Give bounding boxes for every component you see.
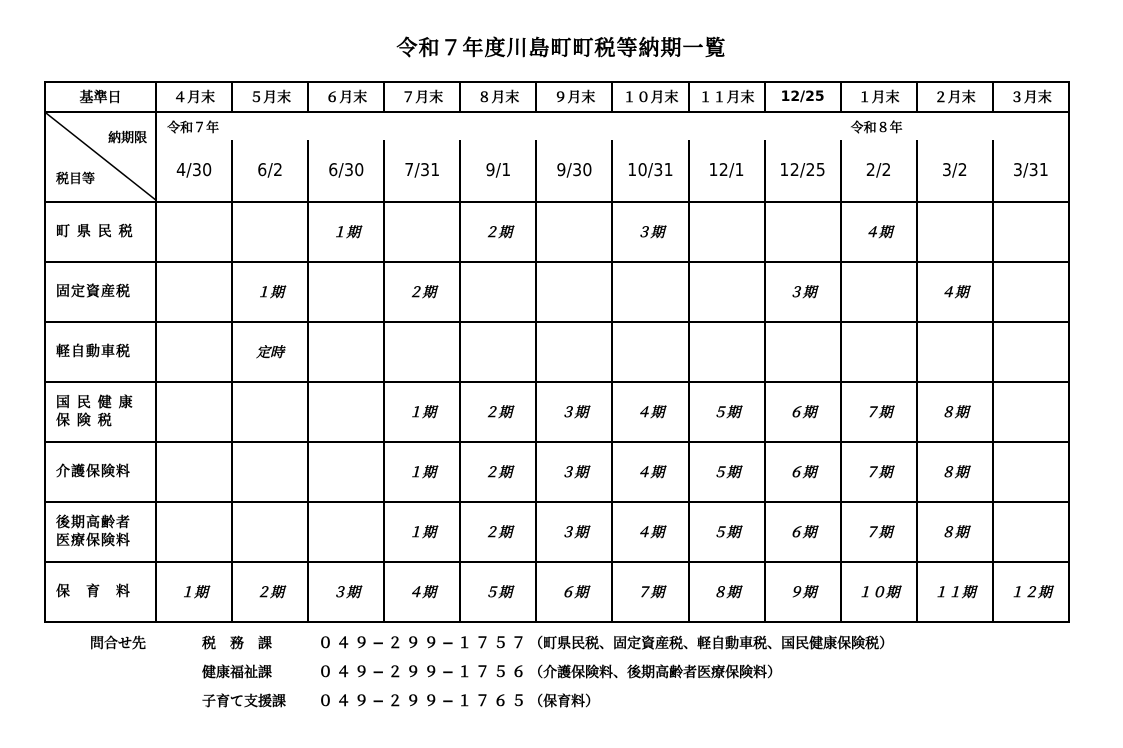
tax-type-name: 町 県 民 税: [45, 202, 156, 262]
installment-cell: ２期: [384, 262, 460, 322]
month-header: ５月末: [232, 82, 308, 112]
due-date-label: 納期限: [108, 131, 148, 146]
installment-cell: [156, 442, 232, 502]
due-date-cell: 12/1: [689, 140, 765, 202]
due-date-cell: 9/30: [536, 140, 612, 202]
contact-row: [90, 686, 893, 715]
month-header: ３月末: [993, 82, 1069, 112]
due-date-cell: 2/2: [841, 140, 917, 202]
due-date-row: [45, 140, 1069, 202]
installment-cell: [232, 382, 308, 442]
tax-type-name: 固定資産税: [45, 262, 156, 322]
contact-tel: ０４９−２９９−１７５７: [318, 634, 530, 652]
installment-cell: ７期: [841, 442, 917, 502]
installment-cell: [156, 262, 232, 322]
installment-cell: ２期: [232, 562, 308, 622]
installment-cell: ７期: [612, 562, 688, 622]
installment-cell: ２期: [460, 442, 536, 502]
installment-cell: ２期: [460, 502, 536, 562]
installment-cell: [156, 322, 232, 382]
installment-cell: ４期: [612, 442, 688, 502]
base-date-label: 基準日: [45, 82, 156, 112]
installment-cell: [308, 322, 384, 382]
installment-cell: [612, 262, 688, 322]
installment-cell: ４期: [612, 382, 688, 442]
due-date-cell: 3/2: [917, 140, 993, 202]
installment-cell: ５期: [460, 562, 536, 622]
installment-cell: [232, 502, 308, 562]
installment-cell: [536, 202, 612, 262]
installment-cell: [156, 502, 232, 562]
installment-cell: ３期: [536, 442, 612, 502]
installment-cell: [384, 322, 460, 382]
page-title: 令和７年度川島町町税等納期一覧: [396, 36, 727, 60]
contact-row: [90, 628, 893, 657]
installment-cell: ４期: [384, 562, 460, 622]
installment-cell: ３期: [536, 382, 612, 442]
installment-cell: [993, 202, 1069, 262]
installment-cell: ５期: [689, 382, 765, 442]
due-date-cell: 3/31: [993, 140, 1069, 202]
installment-cell: [689, 262, 765, 322]
era-second: 令和８年: [841, 112, 1069, 140]
installment-cell: [232, 202, 308, 262]
tax-row: [45, 382, 1069, 442]
month-header: 12/25: [765, 82, 841, 112]
tax-schedule-table: [44, 81, 1070, 623]
installment-cell: [536, 262, 612, 322]
installment-cell: [308, 382, 384, 442]
installment-cell: [308, 262, 384, 322]
installment-cell: ４期: [841, 202, 917, 262]
installment-cell: １期: [308, 202, 384, 262]
due-date-cell: 4/30: [156, 140, 232, 202]
installment-cell: １期: [384, 442, 460, 502]
tax-row: [45, 502, 1069, 562]
installment-cell: [156, 202, 232, 262]
installment-cell: [993, 442, 1069, 502]
installment-cell: [993, 262, 1069, 322]
installment-cell: [460, 322, 536, 382]
installment-cell: ８期: [689, 562, 765, 622]
installment-cell: １期: [156, 562, 232, 622]
installment-cell: ３期: [536, 502, 612, 562]
installment-cell: [841, 262, 917, 322]
corner-cell: [45, 112, 156, 202]
month-header: １月末: [841, 82, 917, 112]
installment-cell: １期: [384, 382, 460, 442]
installment-cell: ８期: [917, 382, 993, 442]
installment-cell: [689, 202, 765, 262]
contact-row: [90, 657, 893, 686]
header-row: [45, 82, 1069, 112]
tax-row: [45, 562, 1069, 622]
tax-row: [45, 202, 1069, 262]
installment-cell: ３期: [612, 202, 688, 262]
contact-dept: 税 務 課: [202, 635, 272, 652]
installment-cell: [460, 262, 536, 322]
due-date-cell: 6/30: [308, 140, 384, 202]
contact-section: [90, 628, 893, 715]
installment-cell: [308, 442, 384, 502]
installment-cell: ４期: [917, 262, 993, 322]
due-date-cell: 10/31: [612, 140, 688, 202]
installment-cell: 定時: [232, 322, 308, 382]
contact-dept: 健康福祉課: [202, 664, 272, 681]
contact-dept: 子育て支援課: [202, 693, 286, 710]
installment-cell: ２期: [460, 202, 536, 262]
installment-cell: [993, 322, 1069, 382]
installment-cell: ８期: [917, 442, 993, 502]
installment-cell: ７期: [841, 502, 917, 562]
contact-note: （町県民税、固定資産税、軽自動車税、国民健康保険税）: [529, 635, 894, 652]
installment-cell: [993, 382, 1069, 442]
installment-cell: ４期: [612, 502, 688, 562]
installment-cell: ６期: [765, 382, 841, 442]
installment-cell: [156, 382, 232, 442]
installment-cell: [612, 322, 688, 382]
due-date-cell: 7/31: [384, 140, 460, 202]
month-header: ６月末: [308, 82, 384, 112]
contact-tel: ０４９−２９９−１７６５: [318, 692, 530, 710]
tax-type-name: 後期高齢者 医療保険料: [45, 502, 156, 562]
installment-cell: ６期: [536, 562, 612, 622]
contact-tel: ０４９−２９９−１７５６: [318, 663, 530, 681]
installment-cell: ９期: [765, 562, 841, 622]
due-date-cell: 12/25: [765, 140, 841, 202]
installment-cell: ３期: [765, 262, 841, 322]
installment-cell: ７期: [841, 382, 917, 442]
installment-cell: [993, 502, 1069, 562]
month-header: ７月末: [384, 82, 460, 112]
tax-row: [45, 262, 1069, 322]
installment-cell: １２期: [993, 562, 1069, 622]
installment-cell: １１期: [917, 562, 993, 622]
installment-cell: [765, 322, 841, 382]
installment-cell: ２期: [460, 382, 536, 442]
installment-cell: ５期: [689, 442, 765, 502]
installment-cell: [917, 202, 993, 262]
era-first: 令和７年: [156, 112, 841, 140]
month-header: ２月末: [917, 82, 993, 112]
installment-cell: ６期: [765, 502, 841, 562]
tax-row: [45, 442, 1069, 502]
installment-cell: １０期: [841, 562, 917, 622]
installment-cell: [384, 202, 460, 262]
installment-cell: [689, 322, 765, 382]
month-header: １０月末: [612, 82, 688, 112]
contact-note: （保育料）: [529, 693, 600, 710]
tax-type-name: 国 民 健 康 保 険 税: [45, 382, 156, 442]
era-row: [45, 112, 1069, 140]
installment-cell: １期: [384, 502, 460, 562]
installment-cell: ３期: [308, 562, 384, 622]
month-header: １１月末: [689, 82, 765, 112]
due-date-cell: 9/1: [460, 140, 536, 202]
month-header: ４月末: [156, 82, 232, 112]
installment-cell: ８期: [917, 502, 993, 562]
contact-label: 問合せ先: [90, 635, 146, 652]
installment-cell: [536, 322, 612, 382]
installment-cell: ６期: [765, 442, 841, 502]
installment-cell: ５期: [689, 502, 765, 562]
installment-cell: [765, 202, 841, 262]
installment-cell: [841, 322, 917, 382]
due-date-cell: 6/2: [232, 140, 308, 202]
tax-type-name: 軽自動車税: [45, 322, 156, 382]
tax-type-label: 税目等: [56, 172, 96, 187]
month-header: ９月末: [536, 82, 612, 112]
month-header: ８月末: [460, 82, 536, 112]
installment-cell: １期: [232, 262, 308, 322]
installment-cell: [232, 442, 308, 502]
contact-note: （介護保険料、後期高齢者医療保険料）: [529, 664, 782, 681]
tax-row: [45, 322, 1069, 382]
tax-type-name: 保 育 料: [45, 562, 156, 622]
tax-type-name: 介護保険料: [45, 442, 156, 502]
installment-cell: [308, 502, 384, 562]
installment-cell: [917, 322, 993, 382]
